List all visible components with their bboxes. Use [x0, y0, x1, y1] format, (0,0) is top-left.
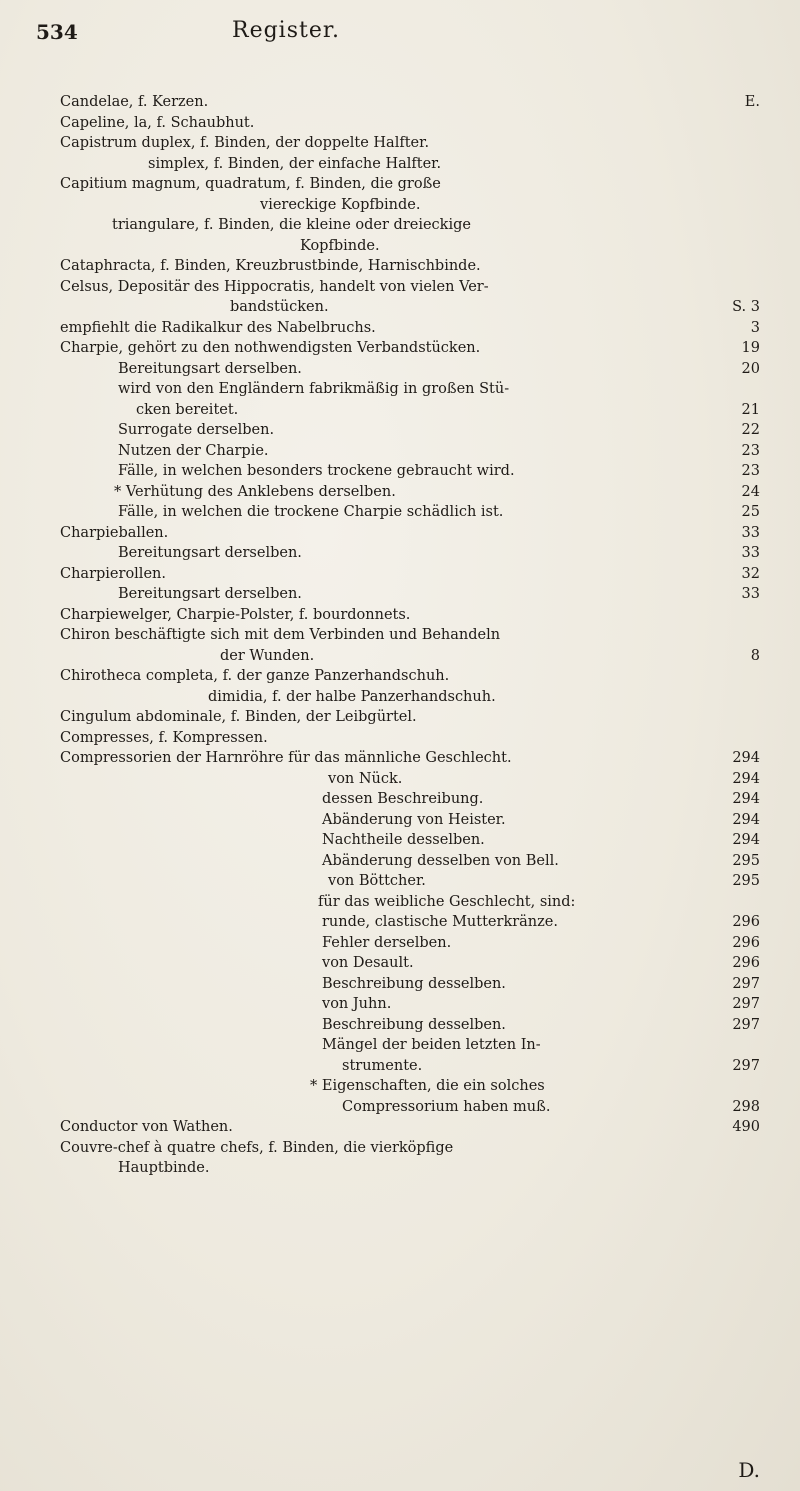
entry-text: Capitium magnum, quadratum, f. Binden, die große — [60, 176, 441, 192]
entry-page-ref: 33 — [741, 586, 760, 602]
entry-page-ref: 297 — [732, 996, 760, 1012]
entry-text: Cingulum abdominale, f. Binden, der Leibgürtel. — [60, 709, 417, 725]
entry-text: viereckige Kopfbinde. — [260, 196, 421, 213]
entry-text: * Eigenschaften, die ein solches — [310, 1078, 545, 1094]
entry-text: Kopfbinde. — [300, 237, 380, 254]
register-entry — [60, 953, 760, 974]
entry-text: Abänderung von Heister. — [322, 811, 506, 828]
entry-text: * Verhütung des Anklebens derselben. — [114, 483, 396, 500]
entry-page-ref: 295 — [732, 873, 760, 889]
register-entry — [60, 933, 760, 954]
entry-text: von Desault. — [322, 955, 414, 971]
register-entry — [60, 318, 760, 339]
register-entry — [60, 1056, 760, 1077]
entry-text: Candelae, f. Kerzen. — [60, 94, 209, 110]
entry-page-ref: 297 — [732, 975, 760, 992]
register-entries — [60, 92, 760, 1179]
register-entry — [60, 297, 760, 318]
entry-page-ref: 296 — [732, 914, 760, 930]
register-entry — [60, 769, 760, 790]
register-entry — [60, 564, 760, 585]
entry-page-ref: 294 — [732, 770, 760, 787]
entry-page-ref: 24 — [741, 483, 760, 500]
entry-page-ref: 3 — [750, 319, 760, 336]
entry-page-ref: 33 — [741, 545, 760, 561]
entry-text: Capeline, la, f. Schaubhut. — [60, 114, 255, 131]
entry-text: Beschreibung desselben. — [322, 975, 506, 992]
entry-text: Cataphracta, f. Binden, Kreuzbrustbinde, Harnischbinde. — [60, 258, 481, 274]
register-entry — [60, 974, 760, 995]
entry-text: Celsus, Depositär des Hippocratis, handelt von vielen Ver- — [60, 278, 489, 295]
register-entry — [60, 810, 760, 831]
entry-page-ref: 25 — [741, 504, 760, 520]
entry-text: Charpiewelger, Charpie-Polster, f. bourdonnets. — [60, 606, 411, 623]
entry-text: von Juhn. — [322, 996, 392, 1012]
register-entry — [60, 646, 760, 667]
register-entry — [60, 441, 760, 462]
register-entry — [60, 625, 760, 646]
entry-text: strumente. — [342, 1057, 423, 1074]
register-entry — [60, 1138, 760, 1159]
register-entry — [60, 482, 760, 503]
register-entry — [60, 1035, 760, 1056]
entry-text: Compresses, f. Kompressen. — [60, 729, 268, 746]
entry-page-ref: 22 — [741, 422, 760, 438]
entry-text: triangulare, f. Binden, die kleine oder dreieckige — [112, 217, 471, 233]
register-entry — [60, 851, 760, 872]
register-entry — [60, 687, 760, 708]
entry-page-ref: 490 — [732, 1119, 760, 1135]
entry-text: Charpie, gehört zu den nothwendigsten Verbandstücken. — [60, 340, 481, 356]
entry-text: Nachtheile desselben. — [322, 832, 485, 848]
register-entry — [60, 502, 760, 523]
entry-text: Nutzen der Charpie. — [118, 442, 269, 459]
entry-page-ref: 296 — [732, 934, 760, 951]
register-entry — [60, 748, 760, 769]
register-entry — [60, 1097, 760, 1118]
entry-text: dimidia, f. der halbe Panzerhandschuh. — [208, 688, 496, 705]
page-number: 534 — [36, 20, 78, 44]
entry-text: cken bereitet. — [136, 401, 239, 418]
register-entry — [60, 236, 760, 257]
entry-page-ref: 295 — [732, 852, 760, 869]
entry-text: empfiehlt die Radikalkur des Nabelbruchs. — [60, 319, 376, 336]
entry-text: Beschreibung desselben. — [322, 1016, 506, 1033]
entry-page-ref: 23 — [741, 463, 760, 479]
page-header — [0, 20, 800, 50]
entry-text: wird von den Engländern fabrikmäßig in großen Stü- — [118, 381, 510, 397]
register-entry — [60, 830, 760, 851]
register-entry — [60, 154, 760, 175]
register-entry — [60, 523, 760, 544]
register-entry — [60, 113, 760, 134]
entry-page-ref: 294 — [732, 791, 760, 807]
entry-text: Fälle, in welchen die trockene Charpie schädlich ist. — [118, 504, 504, 520]
entry-text: Couvre-chef à quatre chefs, f. Binden, die vierköpfige — [60, 1139, 454, 1156]
entry-text: Chiron beschäftigte sich mit dem Verbinden und Behandeln — [60, 627, 501, 643]
entry-text: Conductor von Wathen. — [60, 1119, 233, 1135]
catchword: D. — [738, 1458, 760, 1482]
register-entry — [60, 215, 760, 236]
entry-text: Bereitungsart derselben. — [118, 545, 302, 561]
entry-page-ref: 8 — [750, 647, 760, 664]
entry-text: runde, clastische Mutterkränze. — [322, 914, 558, 930]
register-entry — [60, 707, 760, 728]
entry-page-ref: 294 — [732, 832, 760, 848]
register-entry — [60, 892, 760, 913]
register-entry — [60, 871, 760, 892]
entry-text: Compressorien der Harnröhre für das männliche Geschlecht. — [60, 750, 512, 766]
entry-page-ref: 20 — [741, 360, 760, 377]
entry-text: Chirotheca completa, f. der ganze Panzerhandschuh. — [60, 668, 450, 684]
entry-text: Fälle, in welchen besonders trockene gebraucht wird. — [118, 463, 515, 479]
entry-page-ref: 23 — [741, 442, 760, 459]
register-entry — [60, 584, 760, 605]
register-entry — [60, 92, 760, 113]
page-title: Register. — [232, 18, 340, 43]
register-entry — [60, 543, 760, 564]
entry-text: Capistrum duplex, f. Binden, der doppelte Halfter. — [60, 135, 430, 151]
register-entry — [60, 400, 760, 421]
entry-text: Bereitungsart derselben. — [118, 586, 302, 602]
entry-page-ref: 294 — [732, 811, 760, 828]
register-entry — [60, 666, 760, 687]
entry-text: Charpierollen. — [60, 565, 166, 582]
entry-page-ref: 294 — [732, 750, 760, 766]
register-entry — [60, 994, 760, 1015]
register-entry — [60, 256, 760, 277]
register-entry — [60, 195, 760, 216]
entry-text: von Nück. — [328, 770, 403, 787]
entry-text: Hauptbinde. — [118, 1160, 210, 1176]
entry-page-ref: 19 — [741, 340, 760, 356]
entry-text: Bereitungsart derselben. — [118, 360, 302, 377]
entry-text: dessen Beschreibung. — [322, 791, 484, 807]
entry-text: Mängel der beiden letzten In- — [322, 1037, 541, 1053]
register-entry — [60, 912, 760, 933]
entry-text: Abänderung desselben von Bell. — [322, 852, 559, 869]
register-entry — [60, 1015, 760, 1036]
register-entry — [60, 133, 760, 154]
register-entry — [60, 174, 760, 195]
register-entry — [60, 789, 760, 810]
register-entry — [60, 338, 760, 359]
register-entry — [60, 359, 760, 380]
register-entry — [60, 605, 760, 626]
entry-text: simplex, f. Binden, der einfache Halfter. — [148, 155, 442, 172]
entry-text: der Wunden. — [220, 647, 315, 664]
register-entry — [60, 420, 760, 441]
register-entry — [60, 728, 760, 749]
entry-text: von Böttcher. — [328, 873, 426, 889]
entry-page-ref: 297 — [732, 1016, 760, 1033]
register-entry — [60, 461, 760, 482]
entry-text: Charpieballen. — [60, 524, 169, 541]
entry-page-ref: 33 — [741, 524, 760, 541]
register-entry — [60, 277, 760, 298]
register-entry — [60, 379, 760, 400]
entry-text: Compressorium haben muß. — [342, 1098, 551, 1115]
entry-text: Fehler derselben. — [322, 934, 452, 951]
entry-page-ref: E. — [744, 94, 760, 110]
entry-page-ref: 296 — [732, 955, 760, 971]
entry-page-ref: S. 3 — [732, 299, 760, 315]
entry-page-ref: 297 — [732, 1057, 760, 1074]
entry-text: bandstücken. — [230, 299, 329, 315]
entry-page-ref: 298 — [732, 1098, 760, 1115]
register-entry — [60, 1158, 760, 1179]
entry-page-ref: 32 — [741, 565, 760, 582]
register-entry — [60, 1076, 760, 1097]
entry-page-ref: 21 — [741, 401, 760, 418]
register-entry — [60, 1117, 760, 1138]
entry-text: für das weibliche Geschlecht, sind: — [318, 893, 576, 910]
entry-text: Surrogate derselben. — [118, 422, 275, 438]
